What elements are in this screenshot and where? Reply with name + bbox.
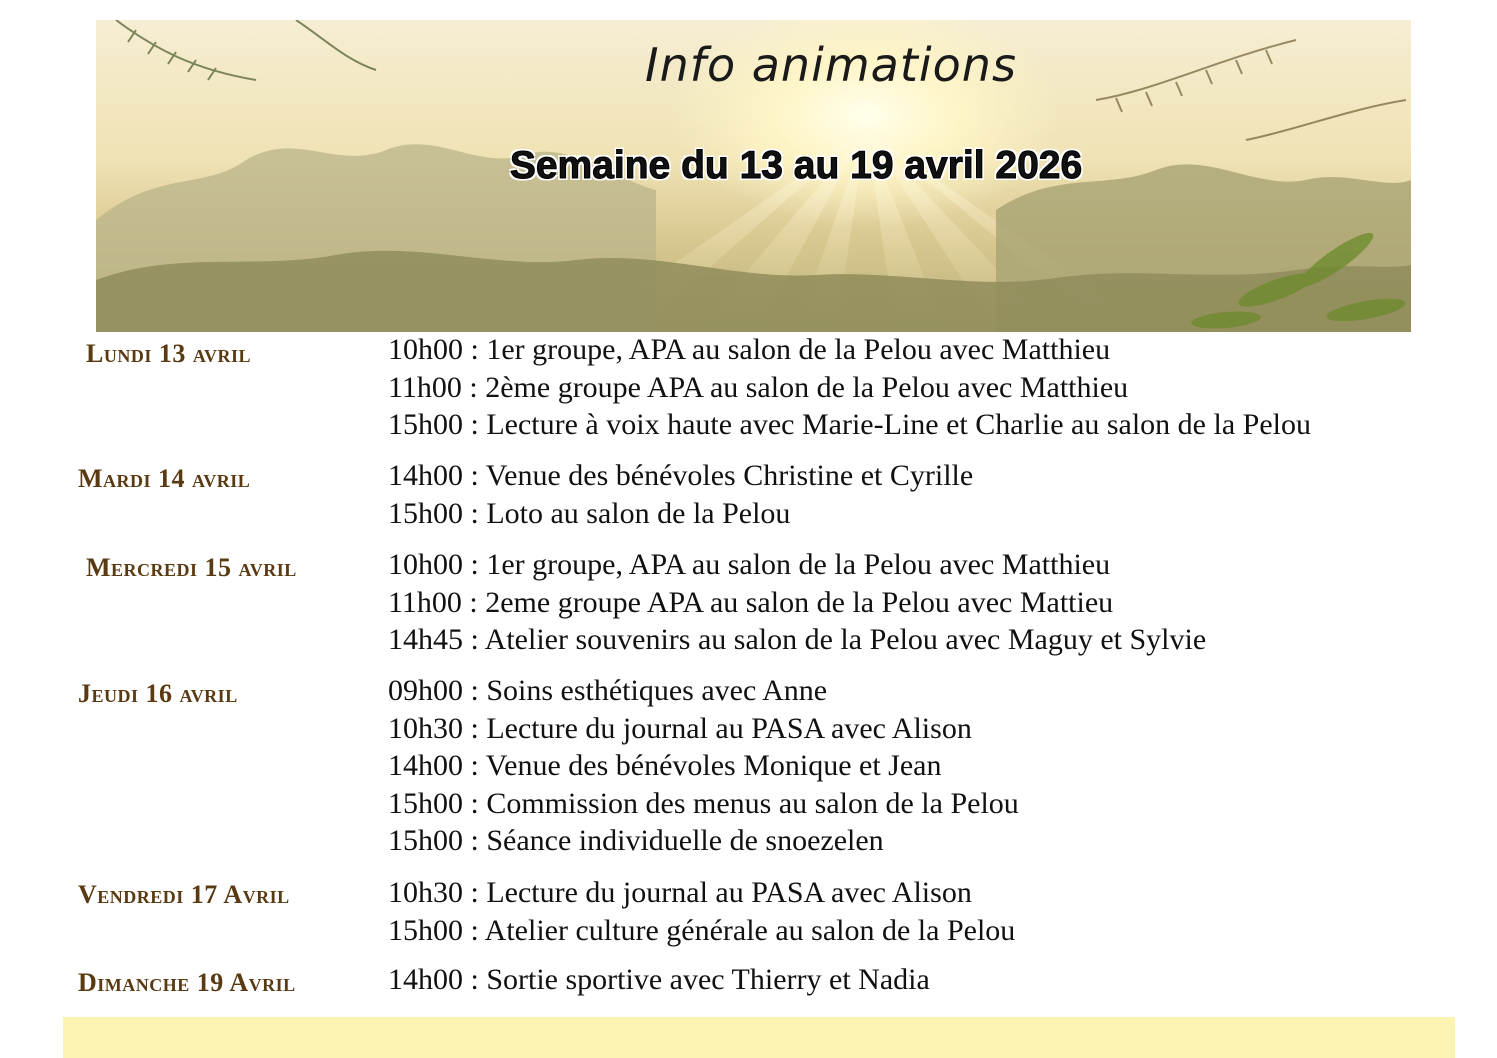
- events-monday: [388, 331, 1311, 444]
- events-tuesday: [388, 457, 973, 532]
- event-item: 09h00 : Soins esthétiques avec Anne: [388, 674, 828, 707]
- event-item: 11h00 : 2ème groupe APA au salon de la Pelou avec Matthieu: [388, 370, 1129, 404]
- footer-highlight-bar: [63, 1017, 1455, 1058]
- banner-script-title: Info animations: [645, 38, 1017, 92]
- event-item: 15h00 : Séance individuelle de snoezelen: [388, 824, 884, 857]
- day-label-tuesday: Mardi 14 avril: [78, 464, 251, 493]
- event-item: 11h00 : 2eme groupe APA au salon de la Pelou avec Mattieu: [388, 585, 1114, 619]
- event-item: 10h00 : 1er groupe, APA au salon de la Pelou avec Matthieu: [388, 548, 1111, 581]
- events-wednesday: [388, 546, 1206, 659]
- day-label-friday: Vendredi 17 Avril: [78, 880, 290, 909]
- event-item: 10h30 : Lecture du journal au PASA avec Alison: [388, 876, 972, 909]
- event-item: 14h00 : Sortie sportive avec Thierry et Nadia: [388, 963, 930, 996]
- week-title: Semaine du 13 au 19 avril 2026: [509, 144, 1083, 187]
- day-label-monday: Lundi 13 avril: [86, 339, 252, 368]
- event-item: 14h00 : Venue des bénévoles Monique et Jean: [388, 749, 942, 782]
- event-item: 10h30 : Lecture du journal au PASA avec Alison: [388, 711, 972, 745]
- events-friday: [388, 874, 1015, 949]
- event-item: 15h00 : Loto au salon de la Pelou: [388, 496, 791, 530]
- day-label-wednesday: Mercredi 15 avril: [86, 553, 297, 582]
- event-item: 10h00 : 1er groupe, APA au salon de la Pelou avec Matthieu: [388, 333, 1111, 366]
- day-label-sunday: Dimanche 19 Avril: [78, 968, 296, 997]
- day-label-thursday: Jeudi 16 avril: [78, 679, 238, 708]
- events-sunday: [388, 961, 930, 999]
- header-banner-image: [96, 20, 1411, 332]
- event-item: 15h00 : Lecture à voix haute avec Marie-Line et Charlie au salon de la Pelou: [388, 408, 1311, 441]
- event-item: 15h00 : Commission des menus au salon de la Pelou: [388, 786, 1019, 820]
- event-item: 15h00 : Atelier culture générale au salon de la Pelou: [388, 913, 1016, 947]
- event-item: 14h45 : Atelier souvenirs au salon de la Pelou avec Maguy et Sylvie: [388, 623, 1207, 656]
- events-thursday: [388, 672, 1019, 860]
- event-item: 14h00 : Venue des bénévoles Christine et Cyrille: [388, 459, 974, 492]
